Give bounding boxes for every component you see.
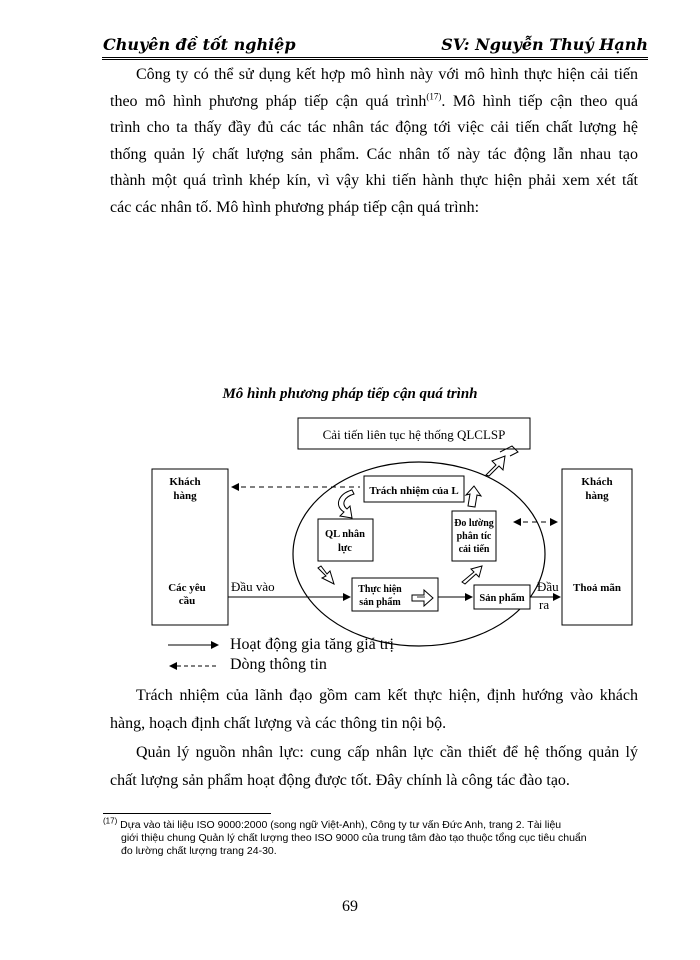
para1-line2b: . Mô hình tiếp cận theo quá [441, 92, 639, 110]
para3-line2: chất lượng sản phẩm hoạt động được tốt. Đây chính là công tác đào tạo. [110, 772, 570, 789]
header-right: SV: Nguyễn Thuý Hạnh [441, 35, 648, 54]
diagram-caption: Mô hình phương pháp tiếp cận quá trình [222, 386, 478, 402]
realization-label1: Thực hiện [358, 584, 402, 595]
right-customer-title1: Khách [581, 476, 613, 488]
para1-line1: Công ty có thể sử dụng kết hợp mô hình này với mô hình thực hiện cải tiến [136, 66, 638, 83]
footnote-rule [103, 813, 271, 814]
hr-label2: lực [338, 543, 352, 554]
measurement-to-responsibility-arrow-icon [466, 486, 481, 507]
left-customer-title2: hàng [173, 490, 197, 502]
measurement-label1: Đo lường [454, 518, 494, 529]
left-customer-title1: Khách [169, 476, 201, 488]
right-customer-title2: hàng [585, 490, 609, 502]
legend-solid-label: Hoạt động gia tăng giá trị [230, 636, 394, 653]
realization-label2: sản phẩm [359, 597, 401, 608]
para3-line1: Quản lý nguồn nhân lực: cung cấp nhân lực cần thiết để hệ thống quản lý [136, 744, 638, 761]
measurement-analysis-box [452, 511, 496, 561]
hr-to-realization-arrow-icon [318, 566, 334, 584]
responsibility-to-hr-arrow-icon [338, 490, 354, 518]
left-requirements2: cầu [178, 595, 196, 607]
hr-label1: QL nhân [325, 529, 365, 540]
output-label1: Đầu [537, 579, 559, 594]
left-customer-box [152, 469, 228, 625]
footnote-line3: đo lường chất lượng trang 24-30. [121, 845, 277, 857]
hr-management-box [318, 519, 373, 561]
product-box [474, 585, 530, 609]
para2-line1: Trách nhiệm của lãnh đạo gồm cam kết thực hiện, định hướng vào khách [136, 687, 638, 704]
para1-line2a: theo mô hình phương pháp tiếp cận quá trình [110, 92, 427, 110]
header-left: Chuyên đề tốt nghiệp [103, 35, 296, 54]
measurement-label2: phân tíc [456, 531, 492, 542]
input-label: Đầu vào [231, 579, 275, 594]
satisfaction-label: Thoả mãn [573, 582, 621, 594]
right-customer-box [562, 469, 632, 625]
footnote-ref[interactable]: (17) [426, 91, 442, 102]
para1-line3: trình cho ta thấy đầy đủ các tác nhân tác động tới việc cải tiến chất lượng hệ [110, 119, 638, 136]
paragraph-hr-management [110, 739, 638, 795]
improvement-up-arrow-icon [486, 456, 505, 476]
footnote-line1: Dựa vào tài liệu ISO 9000:2000 (song ngữ Việt-Anh), Công ty tư vấn Đức Anh, trang 2. Tài liệu [120, 819, 562, 831]
output-label2: ra [539, 597, 550, 612]
para1-line4: thống quản lý chất lượng sản phẩm. Các nhân tố này tác động lẫn nhau tạo [110, 145, 638, 163]
para1-line5: thành một quá trình khép kín, vì vậy khi tiến hành thực hiện phải xem xét tất [110, 172, 638, 189]
para1-line6: các các nhân tố. Mô hình phương pháp tiếp cận quá trình: [110, 198, 480, 216]
para2-line2: hàng, hoạch định chất lượng và các thông tin nội bộ. [110, 715, 447, 732]
product-to-measurement-arrow-icon [462, 566, 482, 584]
legend-dashed-label: Dòng thông tin [230, 656, 327, 673]
left-requirements1: Các yêu [168, 582, 206, 594]
paragraph-management-responsibility [110, 682, 638, 738]
management-responsibility-box [364, 476, 464, 502]
footnote-line2: giới thiệu chung Quản lý chất lượng theo ISO 9000 của trung tâm đào tạo thuộc tổng cục tiêu chuẩn [121, 832, 587, 844]
continuous-improvement-label: Cải tiến liên tục hệ thống QLCLSP [322, 427, 506, 442]
product-label: Sản phẩm [479, 593, 525, 604]
measurement-label3: cải tiến [458, 544, 490, 555]
management-responsibility-label: Trách nhiệm của L [369, 485, 459, 497]
continuous-improvement-box [298, 418, 530, 449]
page-number: 69 [342, 898, 358, 915]
footnote-mark: (17) [103, 816, 118, 826]
footnote [103, 816, 649, 858]
product-realization-box [352, 578, 438, 611]
